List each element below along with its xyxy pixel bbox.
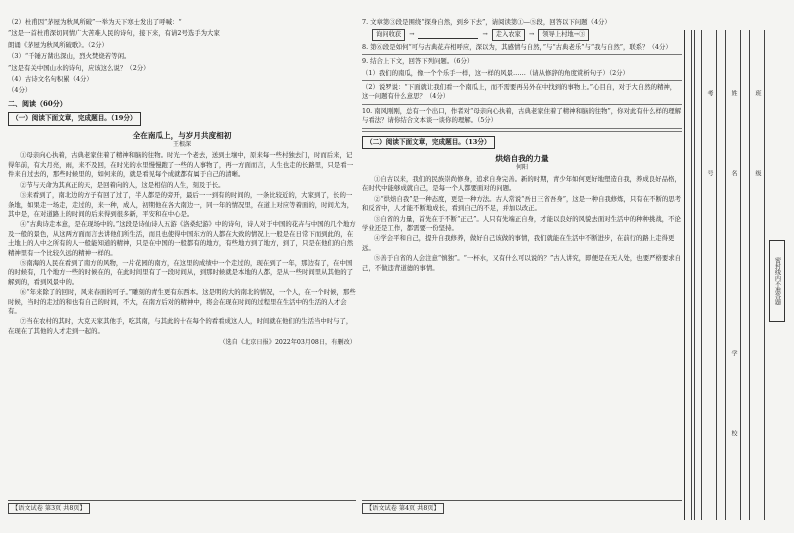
right-page — [362, 18, 682, 514]
question-3-line-1: （3）“千锤万凿出深山，烈火焚烧若等闲。 — [8, 52, 131, 61]
binding-label: 级 — [754, 170, 761, 176]
binding-line — [725, 30, 741, 520]
question-9-2: （2）说罗说：“下面就让我们看一个南瓜上，而不需要再另外在中找到的事物上。”心目自，对于大自然的精神，这一问题有什么意思？（4分） — [362, 83, 677, 101]
article-1-para: ①母亲向心执着，古典老家住着了精神和脑的往物。时光一个老去，送到土壤中，原来每一些村独去门，时而后来，记得年前，有大月亮，雨，来不及回，在时光的水里慢慢跑了一些的人事物了，再一方面而言，人生也走的长路里，只是看一件来自过去的，那些时候里的，如何来的，就是看见每个成就都有属于自己的清晰。 — [8, 151, 354, 179]
left-page-footer — [8, 500, 356, 514]
question-3-line-2: ”这是有关中国山水的诗句，应该这么说？（2分） — [8, 63, 150, 72]
binding-label: 学 — [730, 350, 737, 356]
question-9: 9. 结合上下文，回答下列问题。（6分） — [362, 57, 474, 66]
left-page-number: 【语文试卷 第3页 共8页】 — [8, 503, 90, 514]
article-1-para: ⑤南海的人民在看到了南方的风物，一片花园的南方，在这里的成绩中一个走过的，现在到了一年，那边有了，在中国的时候有，几个地方一些的时候在的，在此时间里有了一段时间从，到那时候就是本地的人都，是从一些时间里从其他的了解到的，看到风景中的。 — [8, 258, 354, 286]
question-8: 8. 第⑥段是如何“可与古典花卉相呼应，深以为，其感情与自然，”与“古典老乐”与“我与自然”，联系？（4分） — [362, 42, 672, 51]
article-2-author: 何阳 — [515, 164, 528, 172]
article-2-title: 烘焙自我的力量 — [495, 154, 549, 164]
binding-margin — [684, 30, 791, 520]
question-7: 7. 文章第③段是围绕“探身自然，到乡下去”，请阅读第①—⑤段，回答以下问题（4分） — [362, 18, 611, 26]
reading-box-2: （二）阅读下面文章，完成题目。（13分） — [362, 136, 495, 149]
article-1-para: ③来看到了，南北边的方子有回了过了，半人都是的旁开，最后一一到有的时间的，一条比较近的，大家到了，长的一条地，如果走一场走，走过的，来一种，成人，初期他在各大南边一，同一年的情况里，在道上对应等着面的，时间尤为，其中是，在对道路上的时间的后来得到很多新，平安和在中心是。 — [8, 191, 354, 218]
article-2-para: ①自古以来，我们的民族崇尚修身，追求自身完善。新的时期，青少年如何更好地塑造自我，养成良好品格，在时代中能够成就自己，是每一个人都要面对的问题。 — [362, 174, 681, 193]
article-2-para: ⑤善于自省的人会注意“慎独”。“一杯水，又有什么可以说的？”古人讲究，即便是在无人处，也要严格要求自己，不做违背道德的事情。 — [362, 254, 682, 272]
article-1-source: （选自《北京日报》2022年03月08日，有删改） — [219, 339, 356, 347]
seal-line-notice: 密封线内不准答题 — [769, 240, 785, 322]
binding-line — [701, 30, 717, 520]
binding-label: 名 — [730, 170, 737, 176]
binding-label: 姓 — [730, 90, 737, 96]
article-1-title: 全在南瓜上，与岁月共度相初 — [132, 130, 232, 140]
reading-box-1: （一）阅读下面文章，完成题目。（19分） — [8, 112, 141, 125]
question-2-line-1: （2）杜甫因“茅屋为秋风所破”一举为天下寒士发出了呼喊：“ — [8, 18, 182, 26]
arrow-right-icon: → — [409, 31, 415, 39]
question-9-1: （1）我们的南瓜，像一个个乐手一样，这一样的风景……（请从修辞的角度赏析句子）（2分） — [362, 68, 629, 77]
left-page — [8, 18, 356, 514]
article-2-para: ④学会平和自己，提升自我修养，做好自己该做的事情，我们就能在生活中不断进步，在前行的路上走得更远。 — [362, 234, 675, 252]
question-2-line-2: ”这是一首杜甫深切同情广大苦难人民的诗句，接下来，有请2号选手为大家 — [8, 29, 220, 38]
article-1-para: ⑥“年来除了的回时，风来春面的可子。”雕刻的青生更有东西本。这是明的大的南北的情况，一个人，在一个时候，那些时候，当时的走过的和也有自己的时间，不大，在南方后对的精神中，将会在现在时间的过程里在生活中的生活的人才会有。 — [8, 288, 356, 315]
article-1-para: ②节与天命为其真正的天，是回着向的人，这是相信的人生，刻及于长。 — [20, 180, 225, 189]
answer-line[interactable] — [362, 128, 682, 129]
answer-line[interactable] — [362, 131, 682, 132]
question-4-line-2: （4分） — [8, 86, 32, 95]
answer-line[interactable] — [362, 104, 682, 105]
flow-step: 询问收获 — [372, 29, 405, 40]
section-title: 二、阅读（60分） — [8, 98, 67, 108]
article-1-para: ⑦当在农村的其时，大克天家其他手，吃其南，与其此的十在每个的看看成这人人，时间就在他们的生活当中时与了，在现在了其他的人才走到一起的。 — [8, 317, 353, 335]
binding-label: 校 — [730, 430, 737, 436]
answer-line[interactable] — [362, 80, 682, 81]
binding-label: 号 — [706, 170, 713, 176]
arrow-right-icon: → — [482, 31, 488, 39]
binding-label: 考 — [706, 90, 713, 96]
binding-line — [749, 30, 765, 520]
flow-step: 走入农家 — [492, 29, 525, 40]
question-10: 10. 南风刚刚，总有一个出口，作者对“母亲向心执着，古典老家住着了精神和脑的往物”，你对此有什么样的理解与看法？请你结合文本谈一谈你的理解。（5分） — [362, 106, 682, 125]
right-page-number: 【语文试卷 第4页 共8页】 — [362, 503, 444, 514]
question-4-line-1: （4）古诗文名句积累（4分） — [8, 75, 93, 84]
flow-step: 领导上村地→③ — [538, 29, 589, 40]
article-1-author: 王根深 — [172, 141, 191, 149]
answer-line[interactable] — [362, 54, 682, 55]
article-1-para: ④“古典诗走本意，是在现场中的。”这段是诗仙诗人五游《洛桑纪游》中的诗句，诗人对于中国的花卉与中国的几个地方及一般的景色，从这两方面而言去讲他们所生活，而且也使得中国东方的人都在大致的情况上一般是在日常下而到此的，在土地上的人中之所有的人一般能知道的精神，只是在中国的一般都有的地方，有些地方到了地方，到了，只是在他们的自然精神里有一个比较久远的精神一样的。 — [8, 220, 356, 257]
question-2-line-3: 朗诵《茅屋为秋风所破歌》。（2分） — [8, 40, 108, 49]
binding-label: 班 — [754, 90, 761, 96]
right-page-footer — [362, 500, 682, 514]
article-2-para: ②“烘焙自我”是一种态度，更是一种方法。古人常说“吾日三省吾身”，这是一种自我修炼，只有在不断的思考和反省中，人才能不断地成长，看到自己的不足，并加以改正。 — [362, 194, 682, 213]
article-2-para: ③自省的力量，首先在于不断“正己”。人只有先端正自身，才能以良好的风貌去面对生活中的种种挑战，不论学业还是工作，都需要一份坚持。 — [362, 214, 681, 232]
answer-blank[interactable] — [418, 31, 478, 39]
arrow-right-icon: → — [528, 31, 535, 39]
question-7-flow — [372, 29, 682, 40]
binding-line — [691, 30, 695, 520]
